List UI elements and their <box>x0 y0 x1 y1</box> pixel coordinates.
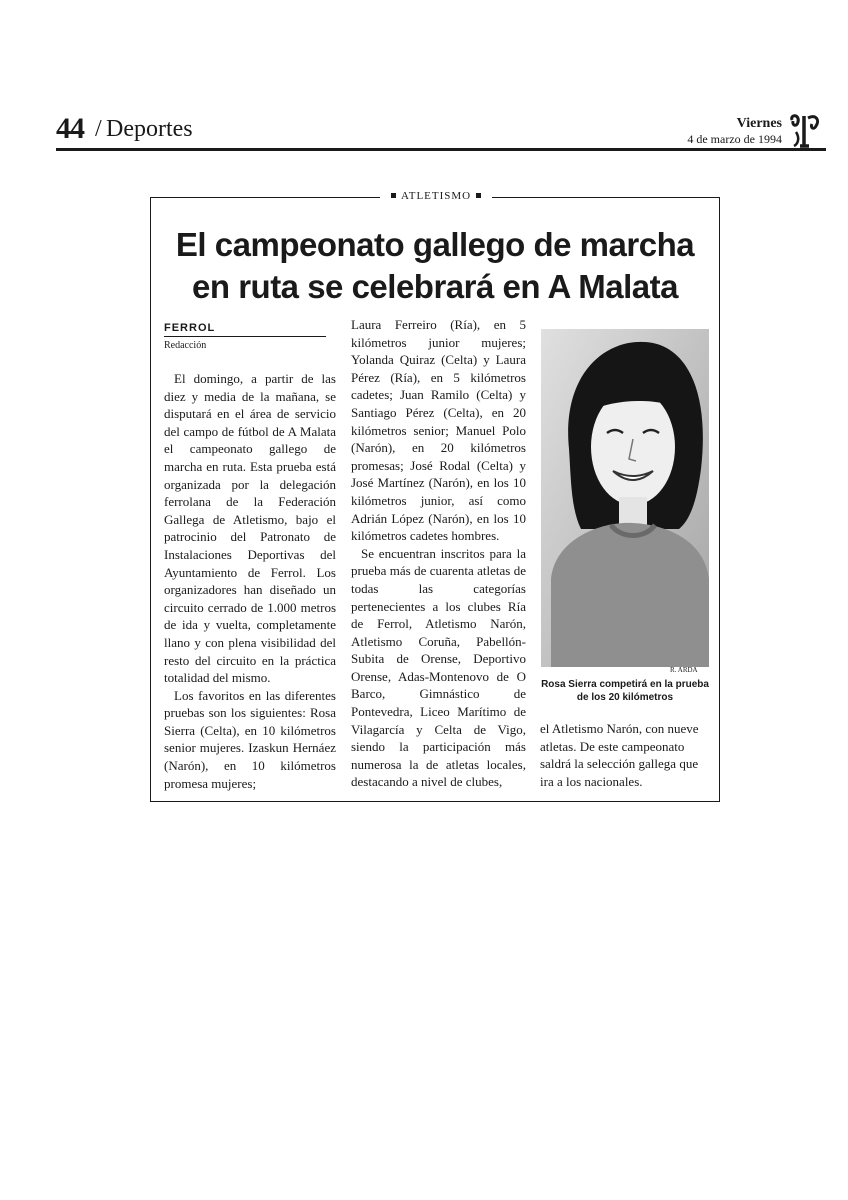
issue-day: Viernes <box>736 116 782 131</box>
paragraph: Laura Ferreiro (Ría), en 5 kilómetros junior mujeres; Yolanda Quiraz (Celta) y Laura Pérez (Ría), en 5 kilómetros cadetes; Juan Ramilo (Celta) y Santiago Pérez (Celta), en 20 kilómetros senior; Manuel Polo (Narón), en 20 kilómetros promesas; José Rodal (Celta) y José Martínez (Narón), en los 10 kilómetros junior, así como Adrián López (Narón), en los 10 kilómetros cadetes hombres. <box>351 317 526 544</box>
section-title: Deportes <box>106 116 193 142</box>
page-number: 44 <box>56 112 84 145</box>
headline-line-2: en ruta se celebrará en A Malata <box>192 268 678 305</box>
dateline-rule <box>164 336 326 337</box>
article-column-3 <box>540 720 712 790</box>
headline-line-1: El campeonato gallego de marcha <box>175 226 695 263</box>
article-kicker <box>380 190 492 202</box>
article-column-1 <box>164 370 336 792</box>
newspaper-logo-icon <box>788 112 822 150</box>
paragraph: El domingo, a partir de las diez y media de la mañana, se disputará en el área de servicio del campo de fútbol de A Malata el campeonato gallego de marcha en ruta. Esta prueba está organizada por la delegación ferrolana de la Federación Gallega de Atletismo, bajo el patrocinio del Patronato de Instalaciones Deportivas del Ayuntamiento de Ferrol. Los organizadores han diseñado un circuito cerrado de 1.000 metros de ida y vuelta, completamente llano y con plena visibilidad del resto del circuito en la práctica totalidad del mismo. <box>164 371 336 686</box>
paragraph: el Atletismo Narón, con nueve atletas. De este campeonato saldrá la selección gallega que ira a los nacionales. <box>540 721 699 789</box>
article-headline <box>160 224 710 308</box>
dateline-city: FERROL <box>164 322 216 334</box>
kicker-right-square-icon <box>476 193 481 198</box>
paragraph: Se encuentran inscritos para la prueba más de cuarenta atletas de todas las categorías pertenecientes a los clubes Ría de Ferrol, Atletismo Narón, Atletismo Coruña, Pabellón-Subita de Orense, Deportivo Orense, Adas-Montenovo de O Barco, Gimnástico de Pontevedra, Liceo Marítimo de Vilagarcía y Celta de Vigo, siendo la participación más numerosa la de atletas locales, destacando a nivel de clubes, <box>351 545 526 790</box>
kicker-text: ATLETISMO <box>401 190 472 202</box>
header-slash: / <box>95 116 102 142</box>
athlete-photo <box>541 329 709 667</box>
photo-caption: Rosa Sierra competirá en la prueba de los 20 kilómetros <box>541 679 709 703</box>
portrait-illustration <box>541 329 709 667</box>
byline: Redacción <box>164 340 207 351</box>
photo-credit: R. ARDA <box>670 666 698 674</box>
kicker-left-square-icon <box>391 193 396 198</box>
header-rule <box>56 148 826 151</box>
paragraph: Los favoritos en las diferentes pruebas son los siguientes: Rosa Sierra (Celta), en 10 kilómetros senior mujeres. Izaskun Hernáez (Narón), en 10 kilómetros promesa mujeres; <box>164 687 336 791</box>
article-column-2 <box>351 316 526 791</box>
issue-date: 4 de marzo de 1994 <box>687 132 782 146</box>
